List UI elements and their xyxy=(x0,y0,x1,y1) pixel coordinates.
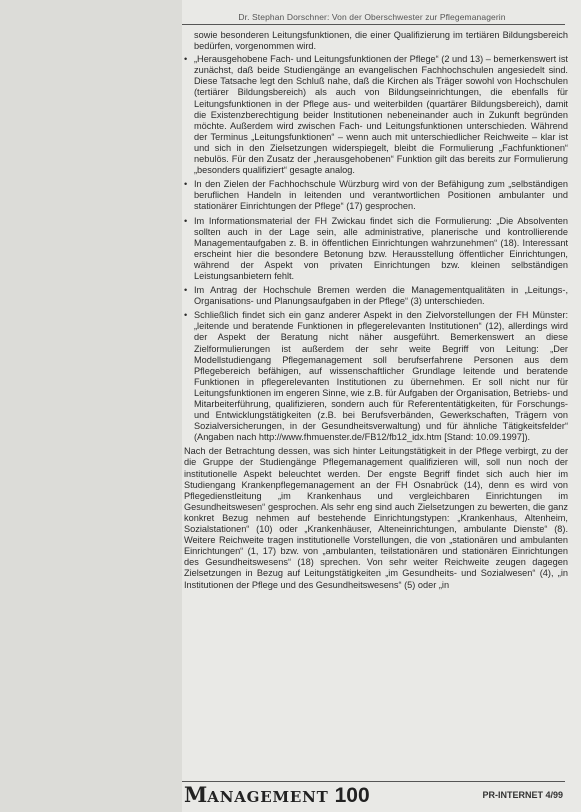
bullet-paragraph: • „Herausgehobene Fach- und Leitungsfunktionen der Pflege“ (2 und 13) – bemerkenswert ist zunächst, daß beide Studiengänge an evangelischen Fachhochschulen angesiedelt sind. Diese Tatsache legt den Schluß nahe, daß die Kirchen als Träger sowohl von Hochschulen (tertiärer Bildungsbereich) als auch von Bildungseinrichtungen, die ebenfalls für Leitungsfunktionen in der Pflege aus- und weiterbilden (quartärer Bildungsbereich), damit die Existenzberechtigung beider Institutionen nebeneinander auch in Zukunft begründen möchte. Außerdem wird zwischen Fach- und Leitungsfunktionen unterschieden. Während der Terminus „Leitungsfunktionen“ – wenn auch mit unterschiedlicher Reichweite – klar ist und sich in den Zielsetzungen widerspiegelt, bleibt die Formulierung „Fachfunktionen“ nebulös. Für den Zusatz der „herausgehobenen“ Funktion gilt das bereits zur Formulierung „besonders qualifiziert“ gesagte analog. xyxy=(184,54,568,176)
section-label xyxy=(184,782,370,808)
section-initial: M xyxy=(184,782,208,807)
section-name: ANAGEMENT xyxy=(207,788,329,806)
left-margin xyxy=(0,0,182,812)
header-divider xyxy=(182,24,565,25)
body-paragraph: Nach der Betrachtung dessen, was sich hinter Leitungstätigkeit in der Pflege verbirgt, zu der die Gruppe der Studiengänge Pflegemanagement qualifizieren will, soll nun noch der institutionelle Aspekt beleuchtet werden. Der engste Begriff findet sich auch hier im Studiengang Krankenpflegemanagement an der FH Osnabrück (14), denn es wird von Pflegedienstleitung „im Krankenhaus und vergleichbaren Einrichtungen im Gesundheitswesen“ gesprochen. Als sehr eng sind auch Zielsetzungen zu bewerten, die ganz konkret Bezug nehmen auf bestehende Einrichtungstypen: „Krankenhaus, Altenheim, Sozialstationen“ (10) oder „Krankenhäuser, Alteneinrichtungen, ambulante Dienste“ (8). Weitere Reichweite tragen institutionelle Vorstellungen, die von „stationären und ambulanten Einrichtungen“ (1, 17) bzw. von „ambulanten, teilstationären und stationären Einrichtungen des Gesundheitswesens“ (18) sprechen. Von sehr weiter Reichweite zeugen dagegen Zielsetzungen in Bezug auf Leitungstätigkeiten „im Gesundheits- und Sozialwesen“ (4), „in Institutionen der Pflege und des Gesundheitswesens“ (5) oder „in xyxy=(184,446,568,590)
bullet-paragraph: • Im Informationsmaterial der FH Zwickau findet sich die Formulierung: „Die Absolventen sollten auch in der Lage sein, alle administrative, planerische und kontrollierende Managementaufgaben z. B. in öffentlichen Einrichtungen wahrzunehmen“ (18). Interessant erscheint hier die besondere Betonung bzw. Herausstellung öffentlicher Einrichtungen, während der Aspekt von privaten Einrichtungen bzw. kleinen selbständigen Leistungsanbietern fehlt. xyxy=(184,216,568,283)
article-body xyxy=(184,30,568,775)
bullet-paragraph: • In den Zielen der Fachhochschule Würzburg wird von der Befähigung zum „selbständigen beruflichen Handeln in leitenden und verantwortlichen Positionen ambulanter und stationärer Einrichtungen der Pflege“ (17) gesprochen. xyxy=(184,179,568,212)
page-number: 100 xyxy=(334,784,370,807)
bullet-paragraph: • Schließlich findet sich ein ganz anderer Aspekt in den Zielvorstellungen der FH Münster: „leitende und beratende Funktionen in pflegerelevanten Institutionen“ (12), allerdings wird der Aspekt der Beratung nicht näher ausgeführt. Bemerkenswert an diese Zielformulierungen ist außerdem der sehr weite Begriff von Leitung: „Der Modellstudiengang Pflegemanagement soll berufserfahrene Personen aus dem Pflegebereich befähigen, auf wissenschaftlicher Grundlage leitende und beratende Funktionen in pflegerelevanten Institutionen zu übernehmen. Er soll nicht nur für Leitungsfunktionen im engeren Sinne, wie z.B. für Aufgaben der Organisation, Betriebs- und Mitarbeiterführung, qualifizieren, sondern auch für Referententätigkeiten, für Forschungs- und Entwicklungstätigkeiten (z.B. bei Berufsverbänden, Gewerkschaften, Trägern von Sozialversicherungen, in der Gesundheitsverwaltung) und für ähnliche Tätigkeitsfelder“ (Angaben nach http://www.fhmuenster.de/FB12/fb12_idx.htm [Stand: 10.09.1997]). xyxy=(184,310,568,443)
paragraph-continuation: sowie besonderen Leitungsfunktionen, die einer Qualifizierung im tertiären Bildungsbereich bedürfen, vorgenommen wird. xyxy=(194,30,568,52)
running-header: Dr. Stephan Dorschner: Von der Oberschwester zur Pflegemanagerin xyxy=(238,12,506,22)
journal-issue: PR-INTERNET 4/99 xyxy=(482,790,563,800)
bullet-paragraph: • Im Antrag der Hochschule Bremen werden die Managementqualitäten in „Leitungs-, Organisations- und Planungsaufgaben in der Pflege“ (3) unterschieden. xyxy=(184,285,568,307)
